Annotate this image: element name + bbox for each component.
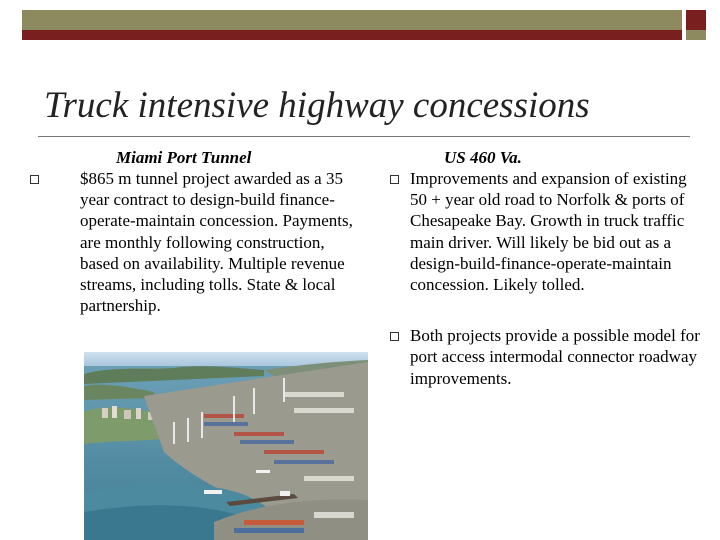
slide-title: Truck intensive highway concessions [44, 85, 590, 126]
summary-bullet [384, 325, 704, 389]
decorative-top-bar [0, 0, 720, 42]
right-column [384, 148, 704, 389]
miami-bullet-text: $865 m tunnel project awarded as a 35 year contract to design-build finance-operate-maintain concession. Payments, are monthly following construction, based on availability. Multiple revenue streams, including tolls. State & local partnership. [80, 169, 353, 316]
miami-heading: Miami Port Tunnel [116, 148, 252, 167]
title-divider [38, 136, 690, 137]
corner-square-maroon [686, 10, 706, 30]
maroon-band [22, 30, 682, 40]
corner-square-olive [686, 30, 706, 40]
us460-heading: US 460 Va. [444, 148, 522, 167]
hollow-square-bullet-icon [30, 175, 39, 184]
us460-bullet [384, 168, 704, 295]
miami-bullet [24, 168, 354, 316]
hollow-square-bullet-icon [390, 175, 399, 184]
summary-bullet-text: Both projects provide a possible model for port access intermodal connector roadway improvements. [410, 326, 700, 388]
left-column [24, 148, 354, 316]
port-aerial-photo [84, 352, 368, 540]
us460-bullet-text: Improvements and expansion of existing 50 + year old road to Norfolk & ports of Chesapeake Bay. Growth in truck traffic main driver. Will likely be bid out as a design-build-finance-operate-maintain concession. Likely tolled. [410, 169, 687, 295]
hollow-square-bullet-icon [390, 332, 399, 341]
olive-band [22, 10, 682, 30]
